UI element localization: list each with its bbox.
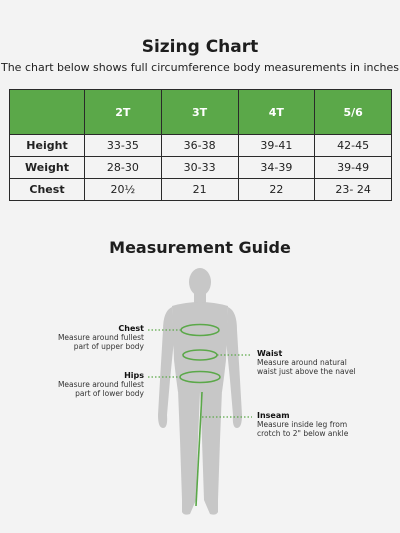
- table-cell: 21: [161, 179, 238, 201]
- waist-label-title: Waist: [257, 349, 283, 358]
- chest-label-line2: part of upper body: [73, 342, 144, 351]
- table-header-row: [10, 90, 392, 135]
- inseam-label-line1: Measure inside leg from: [257, 420, 348, 429]
- inseam-label-title: Inseam: [257, 411, 290, 420]
- hips-label-title: Hips: [124, 371, 144, 380]
- sizing-table: [9, 89, 392, 201]
- hips-label: [40, 371, 144, 398]
- waist-label: [257, 349, 392, 376]
- inseam-label: [257, 411, 392, 438]
- body-silhouette: [158, 268, 242, 515]
- chest-label-line1: Measure around fullest: [57, 333, 144, 342]
- hips-label-line1: Measure around fullest: [57, 380, 144, 389]
- table-cell: 23- 24: [315, 179, 392, 201]
- column-header: 2T: [85, 90, 162, 135]
- column-header: 4T: [238, 90, 315, 135]
- column-header: 3T: [161, 90, 238, 135]
- table-cell: 36-38: [161, 135, 238, 157]
- sizing-chart-title: Sizing Chart: [141, 37, 259, 57]
- table-cell: 30-33: [161, 157, 238, 179]
- table-cell: 22: [238, 179, 315, 201]
- waist-label-line2: waist just above the navel: [257, 367, 356, 376]
- table-row: [10, 135, 392, 157]
- table-cell: 39-49: [315, 157, 392, 179]
- waist-label-line1: Measure around natural: [257, 358, 347, 367]
- column-header: 5/6: [315, 90, 392, 135]
- table-corner-cell: [10, 90, 85, 135]
- table-cell: 20½: [85, 179, 162, 201]
- table-cell: 39-41: [238, 135, 315, 157]
- table-row: [10, 179, 392, 201]
- row-label: Height: [10, 135, 85, 157]
- table-cell: 42-45: [315, 135, 392, 157]
- inseam-label-line2: crotch to 2" below ankle: [257, 429, 349, 438]
- hips-label-line2: part of lower body: [75, 389, 144, 398]
- sizing-chart-subtitle: The chart below shows full circumference body measurements in inches: [0, 61, 400, 74]
- row-label: Weight: [10, 157, 85, 179]
- chest-label-title: Chest: [118, 324, 144, 333]
- measurement-guide-title: Measurement Guide: [109, 238, 291, 257]
- table-cell: 34-39: [238, 157, 315, 179]
- table-row: [10, 157, 392, 179]
- table-cell: 33-35: [85, 135, 162, 157]
- row-label: Chest: [10, 179, 85, 201]
- table-cell: 28-30: [85, 157, 162, 179]
- chest-label: [40, 324, 144, 351]
